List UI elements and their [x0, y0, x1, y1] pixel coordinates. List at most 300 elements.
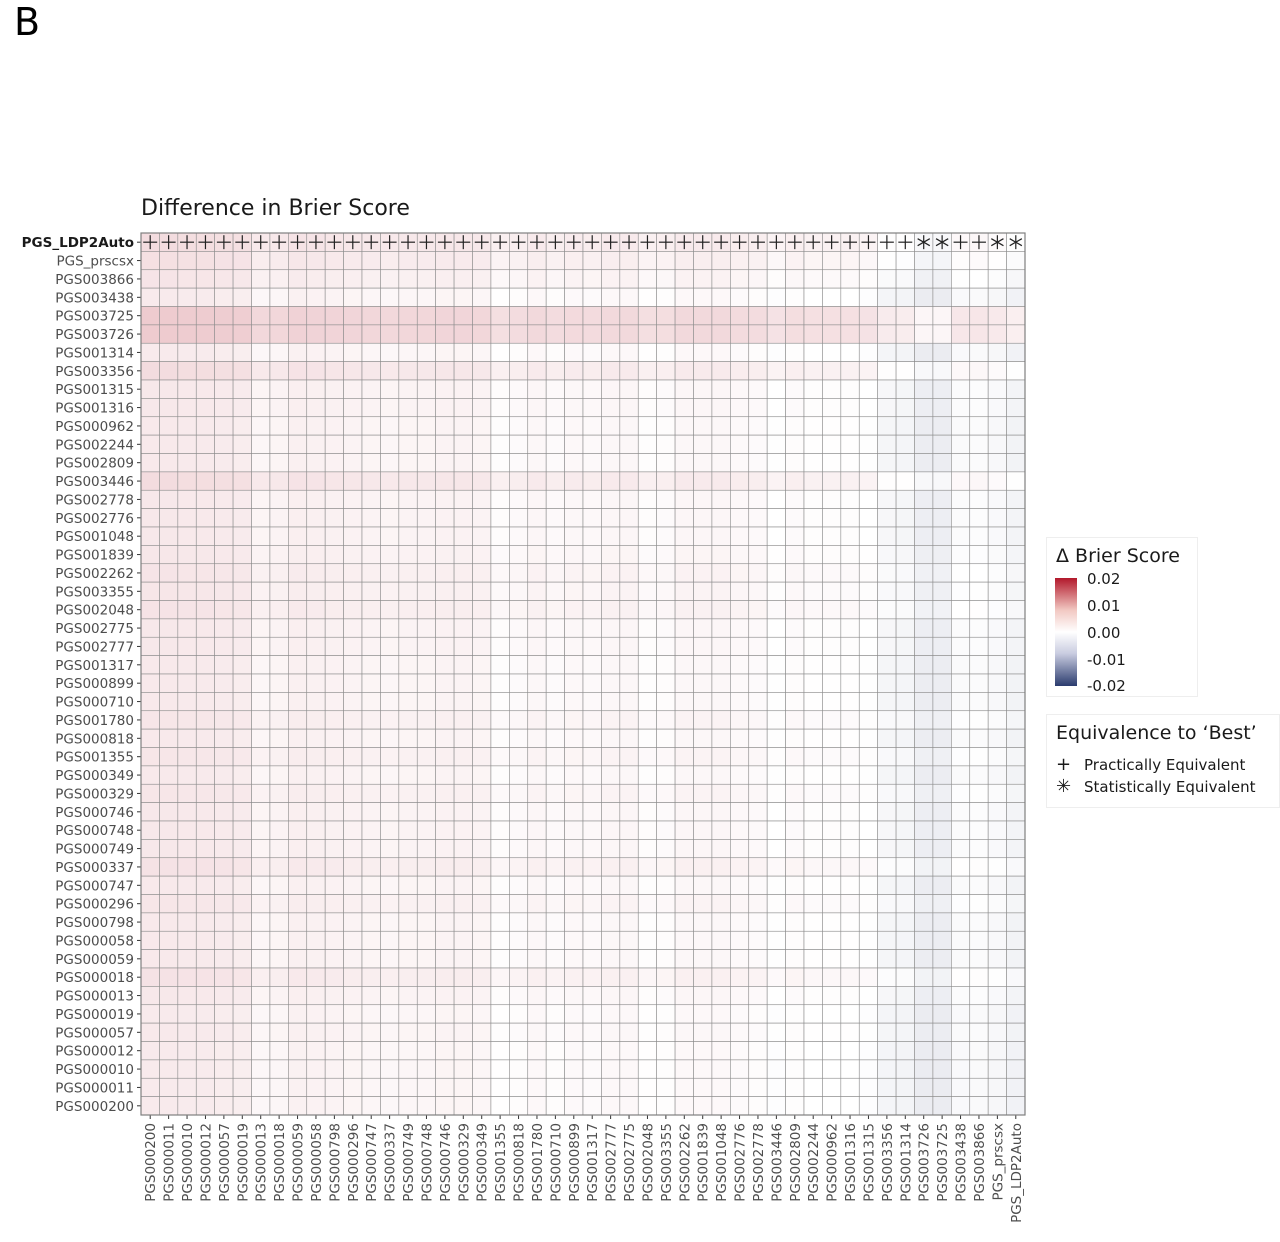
- y-tick-label: PGS000200: [55, 1098, 134, 1115]
- heatmap-cell: [399, 509, 417, 527]
- heatmap-cell: [215, 968, 233, 986]
- heatmap-cell: [657, 362, 675, 380]
- heatmap-cell: [454, 895, 472, 913]
- heatmap-cell: [970, 913, 988, 931]
- heatmap-cell: [159, 1023, 177, 1041]
- heatmap-cell: [307, 839, 325, 857]
- heatmap-cell: [804, 950, 822, 968]
- heatmap-cell: [270, 288, 288, 306]
- heatmap-cell: [988, 564, 1006, 582]
- heatmap-cell: [233, 288, 251, 306]
- heatmap-cell: [620, 545, 638, 563]
- heatmap-cell: [178, 398, 196, 416]
- heatmap-cell: [822, 288, 840, 306]
- heatmap-cell: [215, 1060, 233, 1078]
- heatmap-cell: [362, 545, 380, 563]
- heatmap-cell: [933, 325, 951, 343]
- heatmap-cell: [601, 454, 619, 472]
- heatmap-cell: [988, 343, 1006, 361]
- heatmap-cell: [988, 674, 1006, 692]
- heatmap-cell: [657, 490, 675, 508]
- heatmap-cell: [270, 766, 288, 784]
- heatmap-cell: [749, 1097, 767, 1115]
- heatmap-cell: [841, 307, 859, 325]
- heatmap-cell: [270, 839, 288, 857]
- legend-tick: -0.01: [1087, 651, 1126, 669]
- heatmap-cell: [601, 821, 619, 839]
- heatmap-cell: [233, 674, 251, 692]
- heatmap-cell: [951, 821, 969, 839]
- heatmap-cell: [399, 692, 417, 710]
- heatmap-cell: [417, 307, 435, 325]
- heatmap-cell: [417, 380, 435, 398]
- heatmap-cell: [288, 527, 306, 545]
- heatmap-cell: [565, 858, 583, 876]
- heatmap-cell: [988, 913, 1006, 931]
- heatmap-cell: [694, 1042, 712, 1060]
- heatmap-cell: [675, 490, 693, 508]
- heatmap-cell: [878, 288, 896, 306]
- heatmap-cell: [178, 839, 196, 857]
- y-tick-label: PGS001048: [55, 529, 134, 546]
- heatmap-cell: [454, 803, 472, 821]
- heatmap-cell: [473, 380, 491, 398]
- heatmap-cell: [988, 1078, 1006, 1096]
- heatmap-cell: [638, 1060, 656, 1078]
- heatmap-cell: [454, 1042, 472, 1060]
- heatmap-cell: [712, 490, 730, 508]
- x-tick-label: PGS001048: [714, 1123, 731, 1202]
- heatmap-cells: [141, 233, 1025, 1115]
- heatmap-cell: [473, 582, 491, 600]
- heatmap-cell: [933, 619, 951, 637]
- heatmap-cell: [565, 1005, 583, 1023]
- heatmap-cell: [344, 307, 362, 325]
- heatmap-cell: [1007, 1097, 1025, 1115]
- heatmap-cell: [1007, 968, 1025, 986]
- heatmap-cell: [288, 968, 306, 986]
- heatmap-cell: [767, 307, 785, 325]
- heatmap-cell: [896, 490, 914, 508]
- heatmap-cell: [601, 619, 619, 637]
- heatmap-cell: [141, 821, 159, 839]
- heatmap-cell: [141, 288, 159, 306]
- heatmap-cell: [767, 454, 785, 472]
- heatmap-cell: [915, 509, 933, 527]
- heatmap-cell: [270, 858, 288, 876]
- heatmap-cell: [675, 1023, 693, 1041]
- heatmap-cell: [399, 1060, 417, 1078]
- heatmap-cell: [620, 803, 638, 821]
- heatmap-cell: [417, 454, 435, 472]
- heatmap-cell: [786, 1005, 804, 1023]
- heatmap-cell: [380, 674, 398, 692]
- heatmap-cell: [288, 509, 306, 527]
- heatmap-cell: [878, 251, 896, 269]
- heatmap-cell: [528, 729, 546, 747]
- heatmap-cell: [528, 288, 546, 306]
- heatmap-cell: [215, 582, 233, 600]
- heatmap-cell: [509, 307, 527, 325]
- heatmap-cell: [730, 307, 748, 325]
- heatmap-cell: [380, 839, 398, 857]
- heatmap-cell: [325, 325, 343, 343]
- heatmap-cell: [288, 674, 306, 692]
- heatmap-cell: [565, 509, 583, 527]
- heatmap-cell: [675, 527, 693, 545]
- heatmap-cell: [970, 821, 988, 839]
- heatmap-cell: [215, 950, 233, 968]
- heatmap-cell: [638, 950, 656, 968]
- chart-title: Difference in Brier Score: [141, 196, 410, 221]
- heatmap-cell: [601, 913, 619, 931]
- heatmap-cell: [915, 1023, 933, 1041]
- heatmap-cell: [896, 766, 914, 784]
- heatmap-cell: [436, 1078, 454, 1096]
- heatmap-cell: [141, 1023, 159, 1041]
- heatmap-cell: [546, 564, 564, 582]
- heatmap-cell: [694, 895, 712, 913]
- heatmap-cell: [344, 674, 362, 692]
- heatmap-cell: [196, 1097, 214, 1115]
- heatmap-cell: [822, 1078, 840, 1096]
- heatmap-cell: [786, 527, 804, 545]
- heatmap-cell: [915, 784, 933, 802]
- heatmap-cell: [767, 986, 785, 1004]
- heatmap-cell: [730, 839, 748, 857]
- heatmap-cell: [288, 1078, 306, 1096]
- heatmap-cell: [454, 821, 472, 839]
- heatmap-cell: [694, 251, 712, 269]
- heatmap-cell: [288, 931, 306, 949]
- heatmap-cell: [233, 398, 251, 416]
- heatmap-cell: [215, 619, 233, 637]
- heatmap-cell: [362, 729, 380, 747]
- heatmap-cell: [786, 454, 804, 472]
- heatmap-cell: [730, 784, 748, 802]
- heatmap-cell: [473, 1005, 491, 1023]
- heatmap-cell: [896, 398, 914, 416]
- heatmap-cell: [233, 251, 251, 269]
- heatmap-cell: [270, 784, 288, 802]
- heatmap-cell: [233, 435, 251, 453]
- heatmap-cell: [380, 729, 398, 747]
- heatmap-cell: [841, 564, 859, 582]
- heatmap-cell: [970, 1097, 988, 1115]
- heatmap-cell: [915, 1060, 933, 1078]
- heatmap-cell: [694, 343, 712, 361]
- heatmap-cell: [694, 1078, 712, 1096]
- heatmap-cell: [1007, 601, 1025, 619]
- heatmap-cell: [417, 931, 435, 949]
- heatmap-cell: [325, 895, 343, 913]
- heatmap-cell: [491, 839, 509, 857]
- heatmap-cell: [988, 270, 1006, 288]
- heatmap-cell: [786, 472, 804, 490]
- heatmap-cell: [509, 1042, 527, 1060]
- heatmap-cell: [841, 803, 859, 821]
- heatmap-cell: [509, 637, 527, 655]
- heatmap-cell: [141, 619, 159, 637]
- heatmap-cell: [436, 968, 454, 986]
- heatmap-cell: [344, 490, 362, 508]
- heatmap-cell: [344, 454, 362, 472]
- heatmap-cell: [786, 656, 804, 674]
- heatmap-cell: [749, 656, 767, 674]
- heatmap-cell: [491, 270, 509, 288]
- heatmap-cell: [859, 454, 877, 472]
- heatmap-cell: [565, 472, 583, 490]
- heatmap-cell: [878, 803, 896, 821]
- heatmap-cell: [288, 1042, 306, 1060]
- heatmap-cell: [344, 343, 362, 361]
- heatmap-cell: [970, 895, 988, 913]
- heatmap-cell: [380, 417, 398, 435]
- heatmap-cell: [159, 251, 177, 269]
- heatmap-cell: [712, 1042, 730, 1060]
- heatmap-cell: [1007, 509, 1025, 527]
- heatmap-cell: [951, 472, 969, 490]
- heatmap-cell: [178, 986, 196, 1004]
- heatmap-cell: [362, 1042, 380, 1060]
- heatmap-cell: [546, 784, 564, 802]
- heatmap-cell: [141, 1060, 159, 1078]
- heatmap-cell: [252, 472, 270, 490]
- heatmap-cell: [307, 950, 325, 968]
- heatmap-cell: [233, 803, 251, 821]
- heatmap-cell: [436, 913, 454, 931]
- heatmap-cell: [380, 380, 398, 398]
- heatmap-cell: [878, 656, 896, 674]
- heatmap-cell: [509, 435, 527, 453]
- heatmap-cell: [159, 362, 177, 380]
- heatmap-cell: [252, 637, 270, 655]
- y-tick-label: PGS_prscsx: [56, 253, 134, 270]
- heatmap-cell: [288, 1023, 306, 1041]
- heatmap-cell: [454, 1078, 472, 1096]
- heatmap-cell: [307, 380, 325, 398]
- heatmap-cell: [970, 968, 988, 986]
- heatmap-cell: [804, 325, 822, 343]
- heatmap-cell: [178, 362, 196, 380]
- heatmap-cell: [970, 270, 988, 288]
- heatmap-cell: [325, 288, 343, 306]
- heatmap-cell: [491, 674, 509, 692]
- heatmap-cell: [712, 417, 730, 435]
- heatmap-cell: [638, 545, 656, 563]
- heatmap-cell: [859, 251, 877, 269]
- heatmap-cell: [951, 1042, 969, 1060]
- heatmap-cell: [436, 895, 454, 913]
- heatmap-cell: [528, 582, 546, 600]
- y-tick-label: PGS001317: [55, 657, 134, 674]
- heatmap-cell: [362, 821, 380, 839]
- y-tick-label: PGS000057: [55, 1025, 134, 1042]
- heatmap-cell: [804, 490, 822, 508]
- heatmap-cell: [749, 1005, 767, 1023]
- heatmap-cell: [749, 472, 767, 490]
- heatmap-cell: [1007, 564, 1025, 582]
- legend-colorbar-title: Δ Brier Score: [1056, 545, 1180, 567]
- heatmap-cell: [712, 343, 730, 361]
- heatmap-cell: [344, 931, 362, 949]
- heatmap-cell: [196, 986, 214, 1004]
- heatmap-cell: [546, 509, 564, 527]
- heatmap-cell: [767, 270, 785, 288]
- heatmap-cell: [380, 692, 398, 710]
- heatmap-cell: [1007, 711, 1025, 729]
- heatmap-cell: [454, 435, 472, 453]
- heatmap-cell: [546, 545, 564, 563]
- heatmap-cell: [804, 931, 822, 949]
- heatmap-cell: [307, 509, 325, 527]
- heatmap-cell: [399, 472, 417, 490]
- heatmap-cell: [417, 858, 435, 876]
- heatmap-cell: [546, 1023, 564, 1041]
- heatmap-cell: [417, 1097, 435, 1115]
- heatmap-cell: [804, 1060, 822, 1078]
- heatmap-cell: [399, 1042, 417, 1060]
- heatmap-cell: [380, 582, 398, 600]
- heatmap-cell: [141, 968, 159, 986]
- heatmap-cell: [454, 545, 472, 563]
- heatmap-cell: [362, 619, 380, 637]
- heatmap-cell: [288, 325, 306, 343]
- heatmap-cell: [767, 692, 785, 710]
- heatmap-cell: [896, 509, 914, 527]
- heatmap-cell: [178, 1023, 196, 1041]
- heatmap-cell: [473, 343, 491, 361]
- heatmap-cell: [951, 564, 969, 582]
- heatmap-cell: [509, 343, 527, 361]
- heatmap-cell: [601, 1097, 619, 1115]
- heatmap-cell: [233, 748, 251, 766]
- heatmap-cell: [583, 435, 601, 453]
- x-tick-label: PGS000749: [401, 1123, 418, 1202]
- heatmap-cell: [896, 692, 914, 710]
- heatmap-cell: [841, 362, 859, 380]
- heatmap-cell: [528, 564, 546, 582]
- heatmap-cell: [786, 1078, 804, 1096]
- heatmap-cell: [822, 1097, 840, 1115]
- heatmap-cell: [196, 821, 214, 839]
- heatmap-cell: [730, 876, 748, 894]
- heatmap-cell: [970, 251, 988, 269]
- heatmap-cell: [399, 398, 417, 416]
- heatmap-cell: [859, 490, 877, 508]
- heatmap-cell: [159, 582, 177, 600]
- heatmap-cell: [859, 1042, 877, 1060]
- heatmap-cell: [491, 417, 509, 435]
- heatmap-cell: [362, 417, 380, 435]
- y-tick-label: PGS001839: [55, 547, 134, 564]
- heatmap-cell: [288, 950, 306, 968]
- heatmap-cell: [822, 564, 840, 582]
- x-tick-label: PGS003866: [971, 1123, 988, 1202]
- heatmap-cell: [583, 913, 601, 931]
- heatmap-cell: [509, 619, 527, 637]
- heatmap-cell: [417, 564, 435, 582]
- heatmap-cell: [638, 417, 656, 435]
- heatmap-cell: [159, 1042, 177, 1060]
- heatmap-cell: [417, 343, 435, 361]
- heatmap-cell: [822, 398, 840, 416]
- heatmap-cell: [915, 674, 933, 692]
- heatmap-cell: [307, 343, 325, 361]
- heatmap-cell: [730, 472, 748, 490]
- heatmap-cell: [252, 251, 270, 269]
- heatmap-cell: [638, 986, 656, 1004]
- heatmap-cell: [270, 362, 288, 380]
- heatmap-cell: [988, 839, 1006, 857]
- heatmap-cell: [601, 601, 619, 619]
- heatmap-cell: [491, 545, 509, 563]
- heatmap-cell: [583, 1097, 601, 1115]
- heatmap-cell: [417, 325, 435, 343]
- heatmap-cell: [822, 729, 840, 747]
- heatmap-cell: [878, 895, 896, 913]
- heatmap-cell: [730, 398, 748, 416]
- heatmap-cell: [915, 380, 933, 398]
- heatmap-cell: [730, 1023, 748, 1041]
- heatmap-cell: [804, 803, 822, 821]
- heatmap-cell: [601, 564, 619, 582]
- heatmap-cell: [657, 803, 675, 821]
- heatmap-cell: [988, 748, 1006, 766]
- x-tick-label: PGS003726: [916, 1123, 933, 1202]
- heatmap-cell: [841, 986, 859, 1004]
- heatmap-cell: [362, 564, 380, 582]
- heatmap-cell: [196, 380, 214, 398]
- heatmap-cell: [417, 509, 435, 527]
- heatmap-cell: [749, 766, 767, 784]
- heatmap-cell: [970, 417, 988, 435]
- heatmap-cell: [804, 968, 822, 986]
- heatmap-cell: [252, 1060, 270, 1078]
- heatmap-cell: [491, 490, 509, 508]
- heatmap-cell: [141, 656, 159, 674]
- heatmap-cell: [417, 527, 435, 545]
- heatmap-cell: [362, 380, 380, 398]
- heatmap-cell: [270, 968, 288, 986]
- y-tick-label: PGS000749: [55, 841, 134, 858]
- heatmap-cell: [675, 509, 693, 527]
- heatmap-cell: [325, 821, 343, 839]
- heatmap-cell: [417, 784, 435, 802]
- heatmap-cell: [399, 748, 417, 766]
- heatmap-cell: [252, 1042, 270, 1060]
- heatmap-cell: [252, 766, 270, 784]
- heatmap-cell: [822, 784, 840, 802]
- heatmap-cell: [638, 711, 656, 729]
- heatmap-cell: [491, 1042, 509, 1060]
- heatmap-cell: [896, 1078, 914, 1096]
- heatmap-cell: [694, 582, 712, 600]
- heatmap-cell: [601, 527, 619, 545]
- heatmap-cell: [878, 380, 896, 398]
- heatmap-cell: [988, 1023, 1006, 1041]
- heatmap-cell: [491, 950, 509, 968]
- heatmap-cell: [1007, 325, 1025, 343]
- heatmap-cell: [178, 545, 196, 563]
- heatmap-cell: [712, 1078, 730, 1096]
- heatmap-cell: [933, 307, 951, 325]
- heatmap-cell: [473, 895, 491, 913]
- heatmap-cell: [380, 950, 398, 968]
- heatmap-cell: [528, 1097, 546, 1115]
- heatmap-cell: [362, 362, 380, 380]
- heatmap-cell: [196, 601, 214, 619]
